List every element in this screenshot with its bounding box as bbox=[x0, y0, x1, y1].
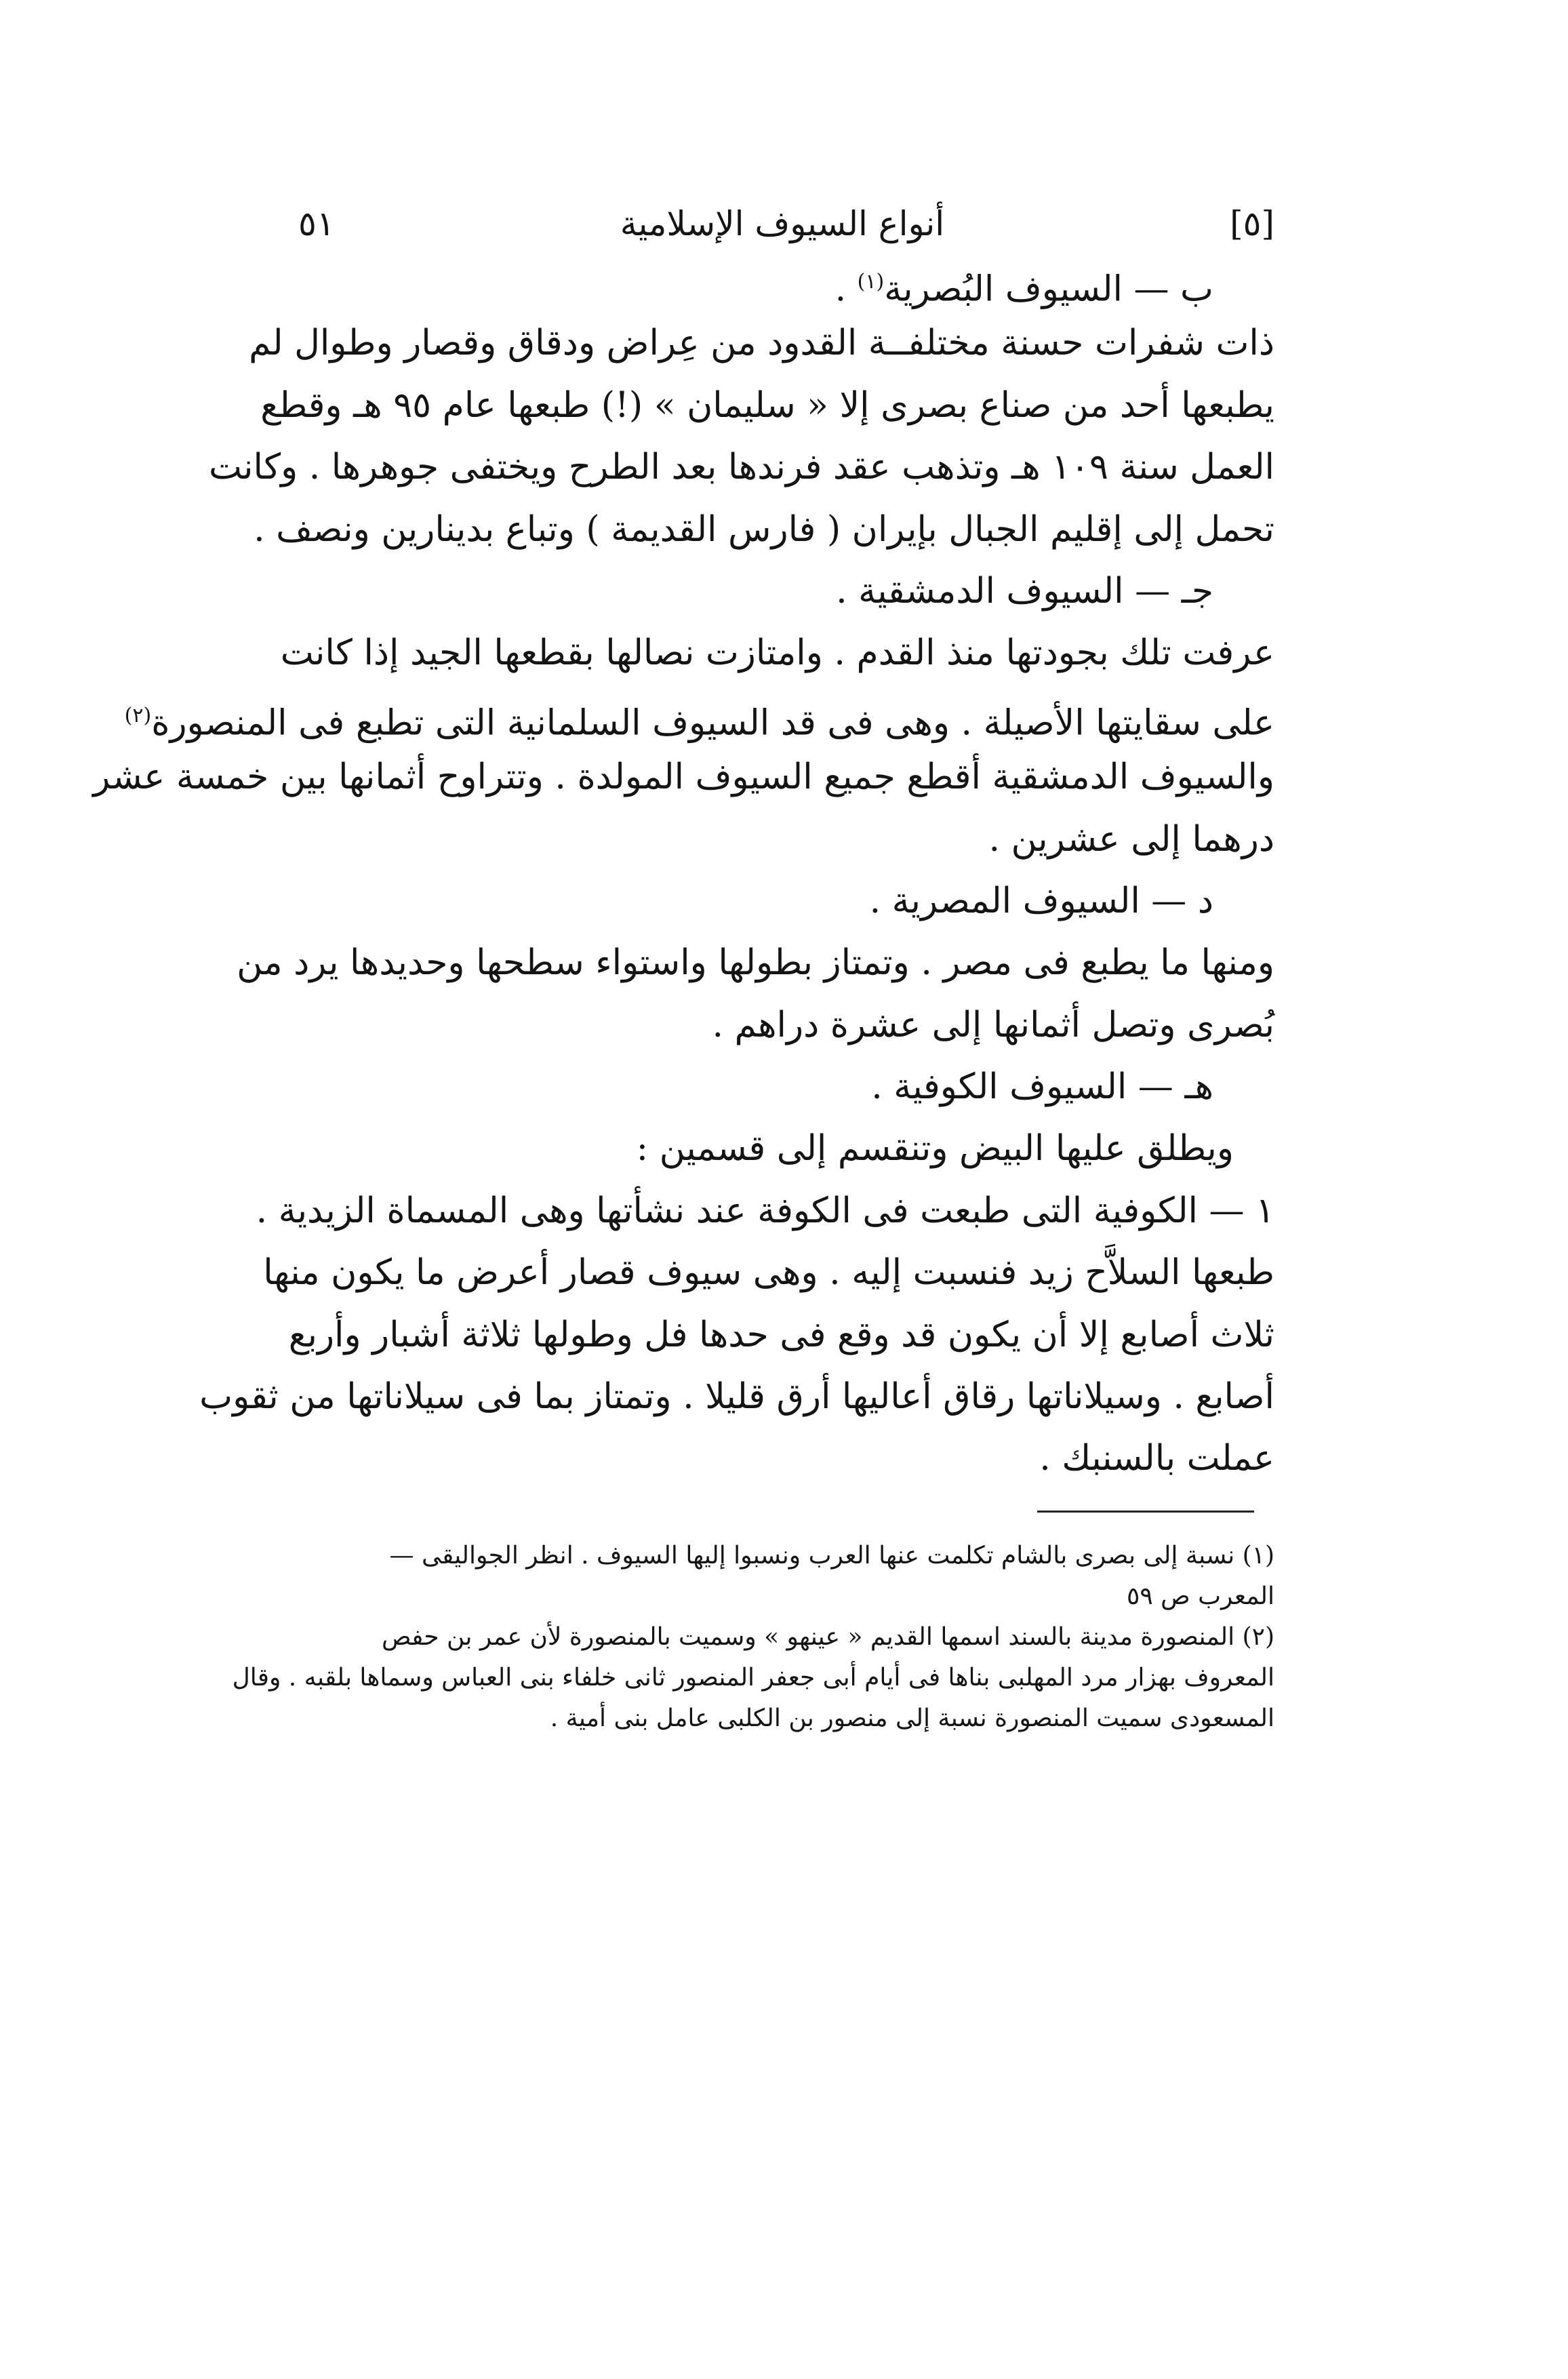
text-line: العمل سنة ١٠٩ هـ وتذهب عقد فرندها بعد الطرح ويختفى جوهرها . وكانت bbox=[208, 447, 1274, 488]
footnote-line: المعرب ص ٥٩ bbox=[1127, 1582, 1274, 1610]
text-line: يطبعها أحد من صناع بصرى إلا « سليمان » (!) طبعها عام ٩٥ هـ وقطع bbox=[260, 384, 1274, 426]
running-title: أنواع السيوف الإسلامية bbox=[620, 204, 945, 243]
text-line: ومنها ما يطبع فى مصر . وتمتاز بطولها واستواء سطحها وحديدها يرد من bbox=[237, 942, 1274, 984]
text-line: ١ — الكوفية التى طبعت فى الكوفة عند نشأتها وهى المسماة الزيدية . bbox=[256, 1190, 1274, 1231]
section-heading: هـ — السيوف الكوفية . bbox=[871, 1066, 1213, 1108]
section-heading: ب — السيوف البُصرية$^{(١)}$ . bbox=[835, 268, 1213, 310]
text-line: والسيوف الدمشقية أقطع جميع السيوف المولدة . وتتراوح أثمانها بين خمسة عشر bbox=[93, 757, 1274, 798]
footnote-line: (١) نسبة إلى بصرى بالشام تكلمت عنها العرب ونسبوا إليها السيوف . انظر الجواليقى — bbox=[389, 1542, 1274, 1570]
chapter-number: [٥] bbox=[1230, 204, 1274, 243]
text-line: على سقايتها الأصيلة . وهى فى قد السيوف السلمانية التى تطبع فى المنصورة$^{(٢)}$ bbox=[124, 702, 1274, 744]
footnote-ref: (٢) bbox=[124, 703, 152, 727]
text-line: تحمل إلى إقليم الجبال بإيران ( فارس القديمة ) وتباع بدينارين ونصف . bbox=[254, 508, 1274, 550]
footnote-line: المسعودى سميت المنصورة نسبة إلى منصور بن الكلبى عامل بنى أمية . bbox=[550, 1704, 1274, 1732]
footnote-divider bbox=[1037, 1511, 1254, 1513]
footnotes bbox=[232, 1536, 1274, 1739]
text-line: طبعها السلاَّح زيد فنسبت إليه . وهى سيوف قصار أعرض ما يكون منها bbox=[263, 1252, 1274, 1294]
text-line: عرفت تلك بجودتها منذ القدم . وامتازت نصالها بقطعها الجيد إذا كانت bbox=[280, 633, 1274, 674]
text-line: عملت بالسنبك . bbox=[1039, 1438, 1274, 1479]
text-line: ثلاث أصابع إلا أن يكون قد وقع فى حدها فل وطولها ثلاثة أشبار وأربع bbox=[288, 1314, 1274, 1355]
main-text bbox=[93, 251, 1274, 1490]
text-line: ويطلق عليها البيض وتنقسم إلى قسمين : bbox=[636, 1128, 1234, 1169]
footnote-ref: (١) bbox=[857, 270, 885, 294]
footnote-line: المعروف بهزار مرد المهلبى بناها فى أيام أبى جعفر المنصور ثانى خلفاء بنى العباس وسماها بلقبه . وقال bbox=[232, 1664, 1274, 1692]
section-heading: د — السيوف المصرية . bbox=[869, 880, 1213, 921]
section-heading: جـ — السيوف الدمشقية . bbox=[836, 570, 1213, 612]
running-header bbox=[298, 193, 1274, 254]
footnote-line: (٢) المنصورة مدينة بالسند اسمها القديم « عينهو » وسميت بالمنصورة لأن عمر بن حفص bbox=[382, 1623, 1274, 1651]
text-line: بُصرى وتصل أثمانها إلى عشرة دراهم . bbox=[712, 1004, 1274, 1045]
text-line: أصابع . وسيلاناتها رقاق أعاليها أرق قليلا . وتمتاز بما فى سيلاناتها من ثقوب bbox=[199, 1376, 1274, 1418]
text-line: درهما إلى عشرين . bbox=[988, 818, 1274, 860]
page-number: ٥١ bbox=[298, 204, 335, 243]
text-line: ذات شفرات حسنة مختلفــة القدود من عِراض ودقاق وقصار وطوال لم bbox=[249, 323, 1274, 364]
